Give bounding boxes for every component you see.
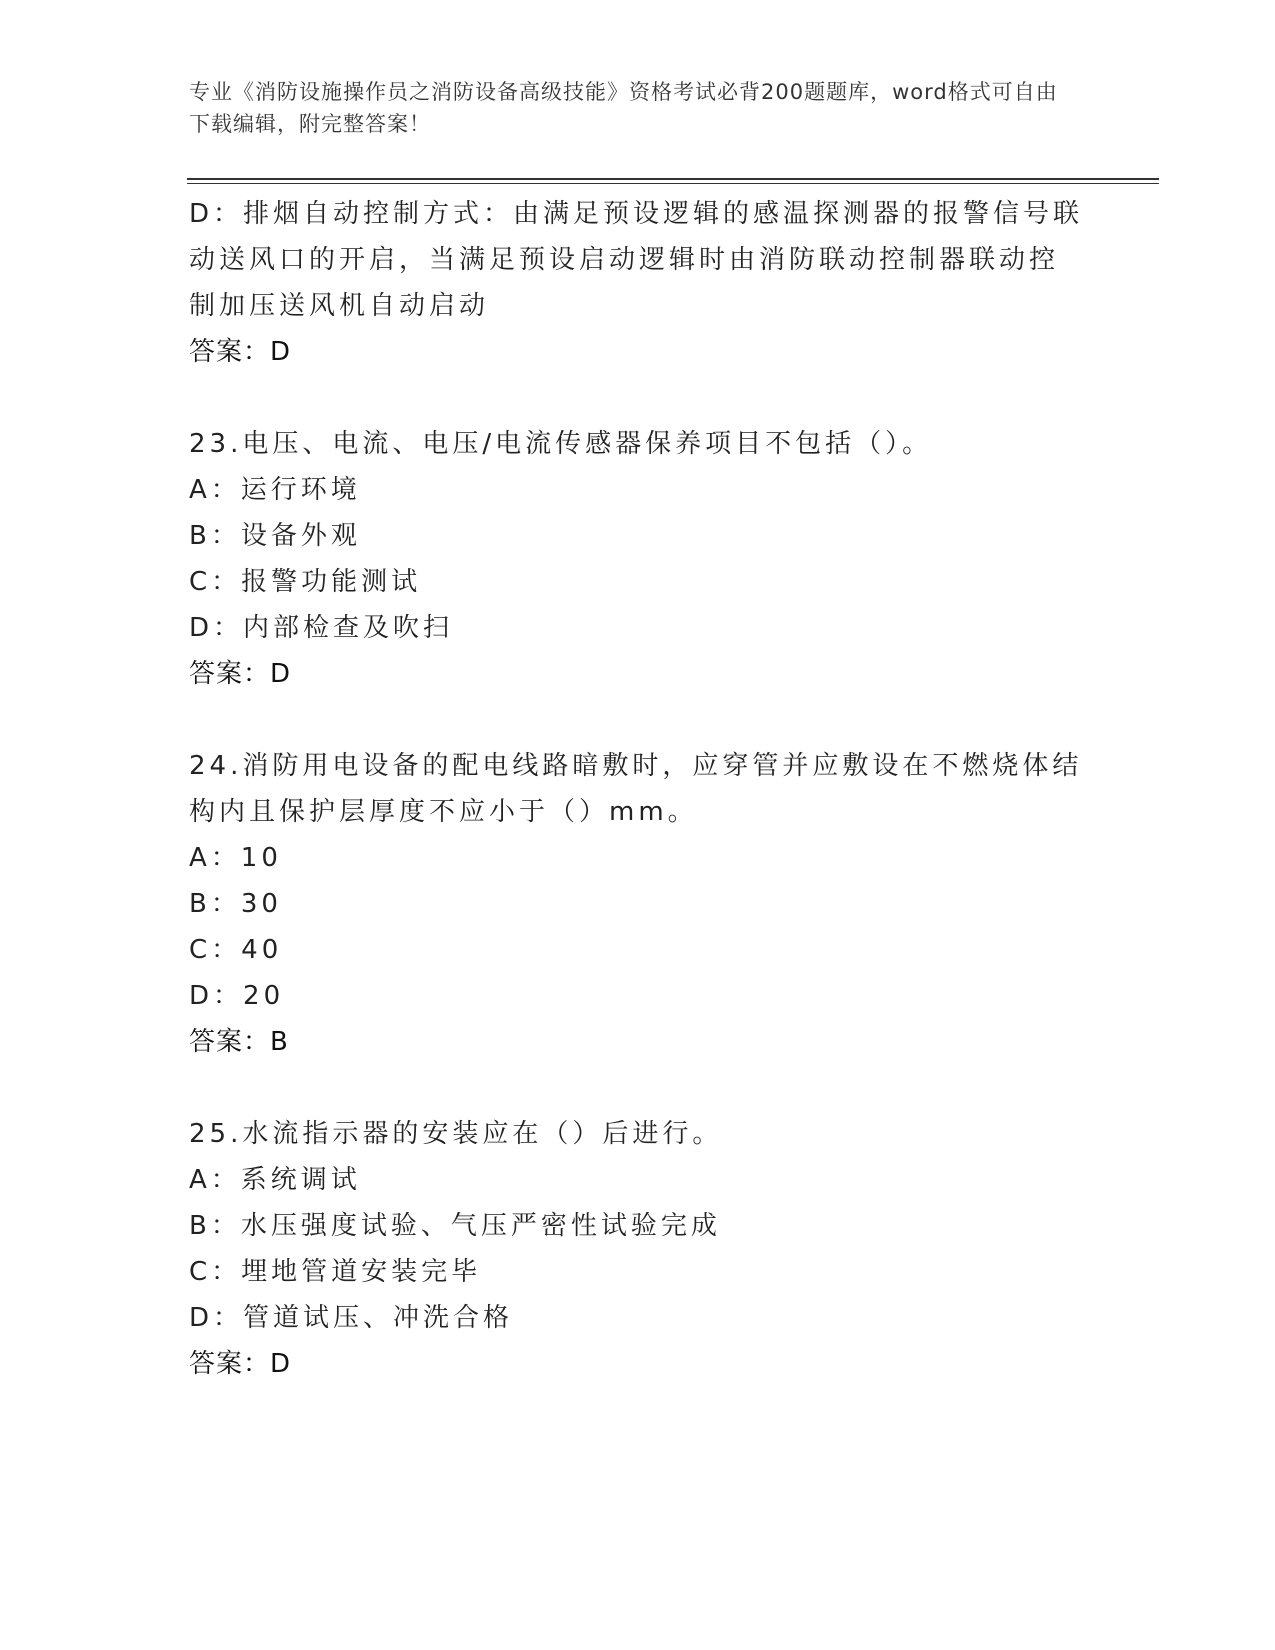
option-a: A：10 <box>189 843 282 873</box>
header-divider-thin <box>187 183 1159 184</box>
continued-question <box>189 191 1089 375</box>
answer-line: 答案：D <box>189 659 292 689</box>
option-c: C：40 <box>189 935 283 965</box>
option-b: B：设备外观 <box>189 521 361 551</box>
option-b: B：30 <box>189 889 282 919</box>
option-c: C：埋地管道安装完毕 <box>189 1257 482 1287</box>
question-25 <box>189 1111 1089 1387</box>
option-b: B：水压强度试验、气压严密性试验完成 <box>189 1211 721 1241</box>
option-d: D：内部检查及吹扫 <box>189 613 454 643</box>
question-24 <box>189 743 1089 1065</box>
option-c: C：报警功能测试 <box>189 567 422 597</box>
question-stem: 23.电压、电流、电压/电流传感器保养项目不包括（）。 <box>189 429 933 459</box>
option-d: D：20 <box>189 981 285 1011</box>
answer-line: 答案：B <box>189 1027 289 1057</box>
question-content <box>189 191 1089 1387</box>
question-stem: 25.水流指示器的安装应在（）后进行。 <box>189 1119 723 1149</box>
document-header <box>189 76 1079 140</box>
option-d: D：排烟自动控制方式：由满足预设逻辑的感温探测器的报警信号联动送风口的开启，当满足预设启动逻辑时由消防联动控制器联动控制加压送风机自动启动 <box>189 199 1084 321</box>
option-d: D：管道试压、冲洗合格 <box>189 1303 514 1333</box>
answer-line: 答案：D <box>189 337 292 367</box>
answer-line: 答案：D <box>189 1349 292 1379</box>
option-a: A：运行环境 <box>189 475 361 505</box>
question-23 <box>189 421 1089 697</box>
header-divider-thick <box>187 178 1159 180</box>
option-a: A：系统调试 <box>189 1165 361 1195</box>
header-title: 专业《消防设施操作员之消防设备高级技能》资格考试必背200题题库，word格式可自由下载编辑，附完整答案！ <box>189 80 1058 136</box>
question-stem: 24.消防用电设备的配电线路暗敷时，应穿管并应敷设在不燃烧体结构内且保护层厚度不应小于（）mm。 <box>189 751 1083 827</box>
